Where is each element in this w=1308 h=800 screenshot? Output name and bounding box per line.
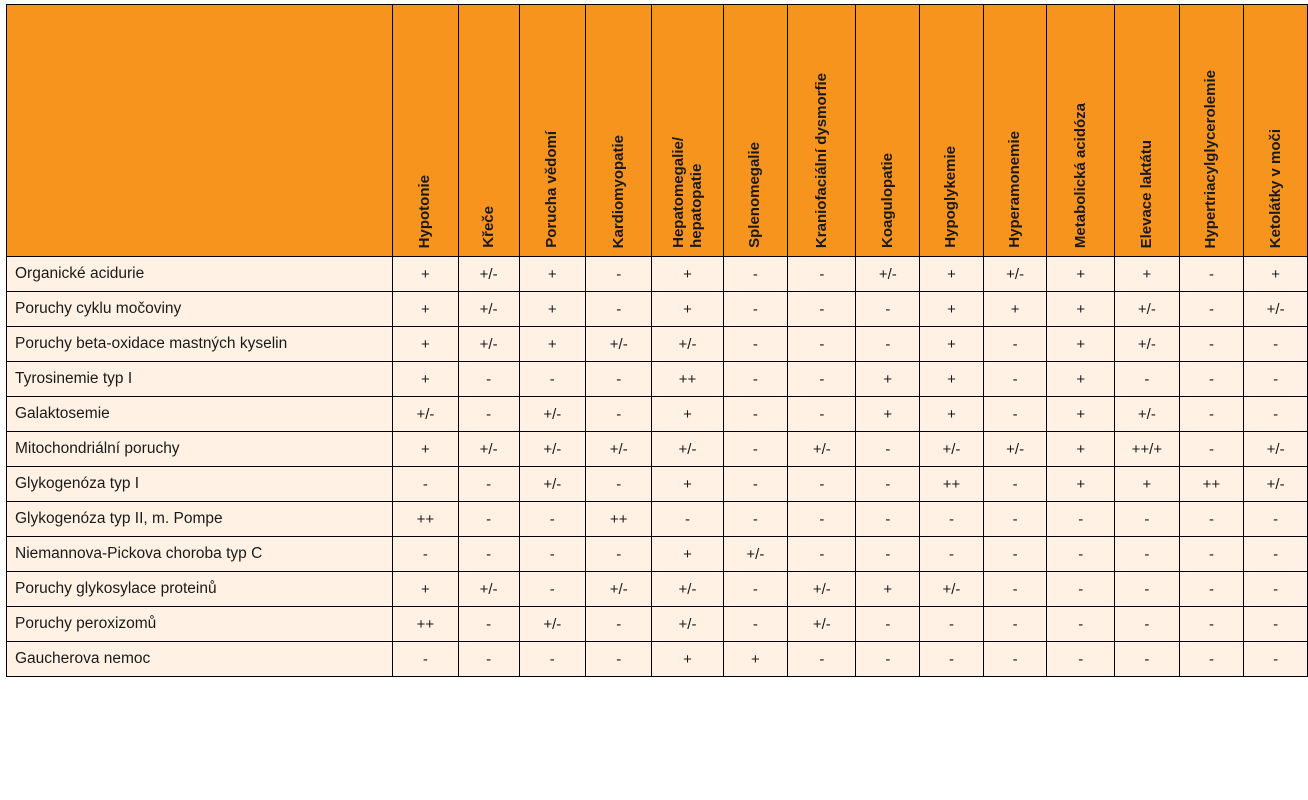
table-cell: ++ (1179, 467, 1244, 502)
table-cell: - (1179, 432, 1244, 467)
table-cell: - (723, 467, 788, 502)
table-cell: +/- (586, 572, 652, 607)
table-cell: + (652, 397, 723, 432)
row-label: Mitochondriální poruchy (7, 432, 393, 467)
column-header-label: Hypotonie (416, 174, 434, 248)
table-cell: - (586, 257, 652, 292)
table-cell: - (1115, 642, 1180, 677)
corner-header-cell (7, 5, 393, 257)
table-cell: - (788, 327, 856, 362)
row-label: Organické acidurie (7, 257, 393, 292)
table-cell: - (723, 572, 788, 607)
table-cell: + (856, 397, 920, 432)
table-cell: - (983, 467, 1047, 502)
table-cell: + (856, 362, 920, 397)
table-cell: - (1179, 257, 1244, 292)
table-cell: - (1179, 642, 1244, 677)
table-cell: - (1244, 572, 1308, 607)
column-header (1179, 5, 1244, 257)
table-cell: - (1047, 502, 1115, 537)
table-cell: + (652, 292, 723, 327)
table-cell: +/- (920, 572, 984, 607)
table-cell: - (458, 397, 519, 432)
table-cell: - (723, 502, 788, 537)
table-cell: - (1244, 537, 1308, 572)
row-label: Glykogenóza typ II, m. Pompe (7, 502, 393, 537)
table-cell: +/- (983, 257, 1047, 292)
table-cell: + (920, 397, 984, 432)
table-cell: - (393, 537, 459, 572)
table-cell: - (788, 362, 856, 397)
table-cell: - (1047, 607, 1115, 642)
table-cell: + (920, 362, 984, 397)
column-header (920, 5, 984, 257)
table-cell: - (586, 362, 652, 397)
table-cell: +/- (788, 432, 856, 467)
row-label: Poruchy peroxizomů (7, 607, 393, 642)
column-header (723, 5, 788, 257)
table-row (7, 432, 1308, 467)
table-cell: + (519, 257, 585, 292)
table-cell: + (920, 292, 984, 327)
table-cell: - (723, 397, 788, 432)
table-cell: + (1047, 257, 1115, 292)
table-cell: - (788, 257, 856, 292)
table-cell: - (1047, 537, 1115, 572)
table-row (7, 642, 1308, 677)
table-cell: - (1115, 362, 1180, 397)
column-header (1115, 5, 1180, 257)
table-cell: - (458, 642, 519, 677)
table-cell: + (393, 327, 459, 362)
table-cell: +/- (458, 292, 519, 327)
table-cell: - (723, 432, 788, 467)
table-cell: + (1047, 327, 1115, 362)
table-cell: +/- (652, 607, 723, 642)
table-cell: + (1047, 467, 1115, 502)
table-cell: - (856, 467, 920, 502)
table-cell: - (1244, 397, 1308, 432)
table-cell: +/- (856, 257, 920, 292)
table-cell: ++ (393, 502, 459, 537)
table-cell: - (393, 642, 459, 677)
table-cell: - (920, 642, 984, 677)
row-label: Poruchy cyklu močoviny (7, 292, 393, 327)
table-cell: + (1115, 257, 1180, 292)
table-cell: - (983, 537, 1047, 572)
disorders-symptoms-table (6, 4, 1308, 677)
column-header-label: Porucha vědomí (543, 131, 561, 248)
table-cell: - (856, 502, 920, 537)
row-label: Gaucherova nemoc (7, 642, 393, 677)
table-row (7, 572, 1308, 607)
column-header-label: Hypertriacylglycerolemie (1202, 69, 1220, 248)
table-cell: + (393, 362, 459, 397)
table-cell: +/- (458, 257, 519, 292)
table-cell: ++/+ (1115, 432, 1180, 467)
table-cell: - (586, 537, 652, 572)
table-cell: +/- (652, 572, 723, 607)
table-cell: - (1244, 607, 1308, 642)
table-cell: +/- (1115, 397, 1180, 432)
table-cell: - (519, 642, 585, 677)
table-cell: +/- (652, 432, 723, 467)
column-header (983, 5, 1047, 257)
table-cell: + (1115, 467, 1180, 502)
table-cell: + (652, 257, 723, 292)
column-header-label: Ketolátky v moči (1266, 128, 1284, 248)
table-cell: - (1179, 327, 1244, 362)
column-header (586, 5, 652, 257)
table-cell: - (1179, 537, 1244, 572)
table-cell: +/- (519, 467, 585, 502)
table-cell: +/- (393, 397, 459, 432)
table-cell: - (856, 607, 920, 642)
table-cell: - (788, 467, 856, 502)
header-row (7, 5, 1308, 257)
column-header (393, 5, 459, 257)
column-header-label: Hyperamonemie (1006, 131, 1024, 248)
table-cell: - (983, 327, 1047, 362)
table-cell: +/- (723, 537, 788, 572)
table-cell: - (1179, 397, 1244, 432)
table-row (7, 502, 1308, 537)
table-cell: - (586, 292, 652, 327)
table-cell: - (723, 292, 788, 327)
table-cell: - (920, 537, 984, 572)
table-cell: + (920, 327, 984, 362)
table-cell: +/- (788, 572, 856, 607)
table-cell: - (458, 537, 519, 572)
column-header-label: Křeče (479, 206, 497, 248)
table-cell: + (920, 257, 984, 292)
table-cell: - (1179, 292, 1244, 327)
row-label: Niemannova-Pickova choroba typ C (7, 537, 393, 572)
table-cell: - (1244, 327, 1308, 362)
table-cell: - (1244, 502, 1308, 537)
table-cell: + (723, 642, 788, 677)
column-header (652, 5, 723, 257)
table-cell: + (1047, 397, 1115, 432)
table-cell: - (983, 362, 1047, 397)
table-row (7, 257, 1308, 292)
table-cell: +/- (458, 572, 519, 607)
table-cell: + (393, 432, 459, 467)
table-cell: - (983, 607, 1047, 642)
column-header-label: Splenomegalie (746, 142, 764, 248)
column-header (1244, 5, 1308, 257)
column-header (1047, 5, 1115, 257)
table-cell: - (1115, 537, 1180, 572)
table-cell: +/- (458, 432, 519, 467)
table-cell: - (652, 502, 723, 537)
table-cell: - (788, 397, 856, 432)
table-cell: + (393, 257, 459, 292)
table-cell: - (1047, 642, 1115, 677)
table-cell: + (652, 467, 723, 502)
table-cell: ++ (586, 502, 652, 537)
table-cell: - (856, 432, 920, 467)
table-cell: - (723, 257, 788, 292)
table-cell: ++ (652, 362, 723, 397)
table-cell: - (723, 327, 788, 362)
table-cell: - (393, 467, 459, 502)
column-header-label: Kraniofaciální dysmorfie (812, 72, 830, 248)
table-cell: +/- (519, 432, 585, 467)
column-header-label: Koagulopatie (878, 152, 896, 248)
table-row (7, 397, 1308, 432)
table-cell: - (983, 642, 1047, 677)
table-cell: - (856, 327, 920, 362)
row-label: Glykogenóza typ I (7, 467, 393, 502)
table-cell: - (458, 362, 519, 397)
table-cell: +/- (1115, 292, 1180, 327)
column-header-label: Elevace laktátu (1137, 139, 1155, 248)
table-cell: - (458, 467, 519, 502)
table-cell: +/- (519, 607, 585, 642)
table-cell: +/- (1244, 467, 1308, 502)
table-cell: - (723, 362, 788, 397)
table-cell: + (519, 327, 585, 362)
table-cell: - (1244, 642, 1308, 677)
table-cell: - (983, 502, 1047, 537)
row-label: Poruchy beta-oxidace mastných kyselin (7, 327, 393, 362)
table-cell: - (788, 502, 856, 537)
table-cell: - (788, 537, 856, 572)
table-cell: - (519, 537, 585, 572)
table-row (7, 537, 1308, 572)
table-cell: +/- (586, 327, 652, 362)
table-cell: + (652, 537, 723, 572)
table-cell: +/- (983, 432, 1047, 467)
table-cell: - (1115, 502, 1180, 537)
table-row (7, 467, 1308, 502)
table-cell: ++ (393, 607, 459, 642)
table-row (7, 327, 1308, 362)
table-row (7, 362, 1308, 397)
table-cell: - (920, 502, 984, 537)
row-label: Tyrosinemie typ I (7, 362, 393, 397)
table-cell: +/- (788, 607, 856, 642)
table-cell: - (519, 362, 585, 397)
table-cell: - (1244, 362, 1308, 397)
table-cell: - (586, 642, 652, 677)
column-header (519, 5, 585, 257)
table-cell: - (1115, 607, 1180, 642)
table-cell: - (1115, 572, 1180, 607)
table-cell: - (856, 292, 920, 327)
table-cell: - (1179, 362, 1244, 397)
table-row (7, 292, 1308, 327)
table-cell: +/- (652, 327, 723, 362)
column-header (458, 5, 519, 257)
table-cell: - (983, 572, 1047, 607)
table-cell: - (856, 642, 920, 677)
table-cell: +/- (1244, 292, 1308, 327)
table-cell: - (856, 537, 920, 572)
table-cell: - (586, 467, 652, 502)
table-cell: - (1179, 607, 1244, 642)
table-cell: - (788, 292, 856, 327)
table-cell: - (458, 607, 519, 642)
table-cell: + (652, 642, 723, 677)
table-cell: + (393, 572, 459, 607)
table-cell: - (519, 572, 585, 607)
table-cell: + (1047, 362, 1115, 397)
column-header (856, 5, 920, 257)
table-cell: - (586, 397, 652, 432)
column-header-label: Hypoglykemie (942, 146, 960, 248)
table-row (7, 607, 1308, 642)
table-cell: + (1047, 292, 1115, 327)
table-cell: +/- (920, 432, 984, 467)
table-cell: + (983, 292, 1047, 327)
table-cell: - (458, 502, 519, 537)
table-cell: + (1244, 257, 1308, 292)
table-cell: - (788, 642, 856, 677)
table-cell: - (1179, 572, 1244, 607)
table-cell: - (1047, 572, 1115, 607)
table-cell: + (393, 292, 459, 327)
table-cell: - (920, 607, 984, 642)
table-cell: +/- (458, 327, 519, 362)
table-cell: +/- (586, 432, 652, 467)
table-body (7, 257, 1308, 677)
column-header-label: Kardiomyopatie (609, 134, 627, 248)
table-cell: + (1047, 432, 1115, 467)
table-container (6, 4, 1308, 677)
table-cell: + (519, 292, 585, 327)
table-cell: + (856, 572, 920, 607)
table-cell: - (586, 607, 652, 642)
column-header-label: Hepatomegalie/ hepatopatie (669, 137, 705, 248)
column-header (788, 5, 856, 257)
table-cell: - (519, 502, 585, 537)
table-cell: - (1179, 502, 1244, 537)
column-header-label: Metabolická acidóza (1071, 102, 1089, 248)
table-cell: +/- (1115, 327, 1180, 362)
table-cell: ++ (920, 467, 984, 502)
table-cell: +/- (1244, 432, 1308, 467)
row-label: Poruchy glykosylace proteinů (7, 572, 393, 607)
row-label: Galaktosemie (7, 397, 393, 432)
table-cell: - (723, 607, 788, 642)
table-cell: +/- (519, 397, 585, 432)
table-cell: - (983, 397, 1047, 432)
